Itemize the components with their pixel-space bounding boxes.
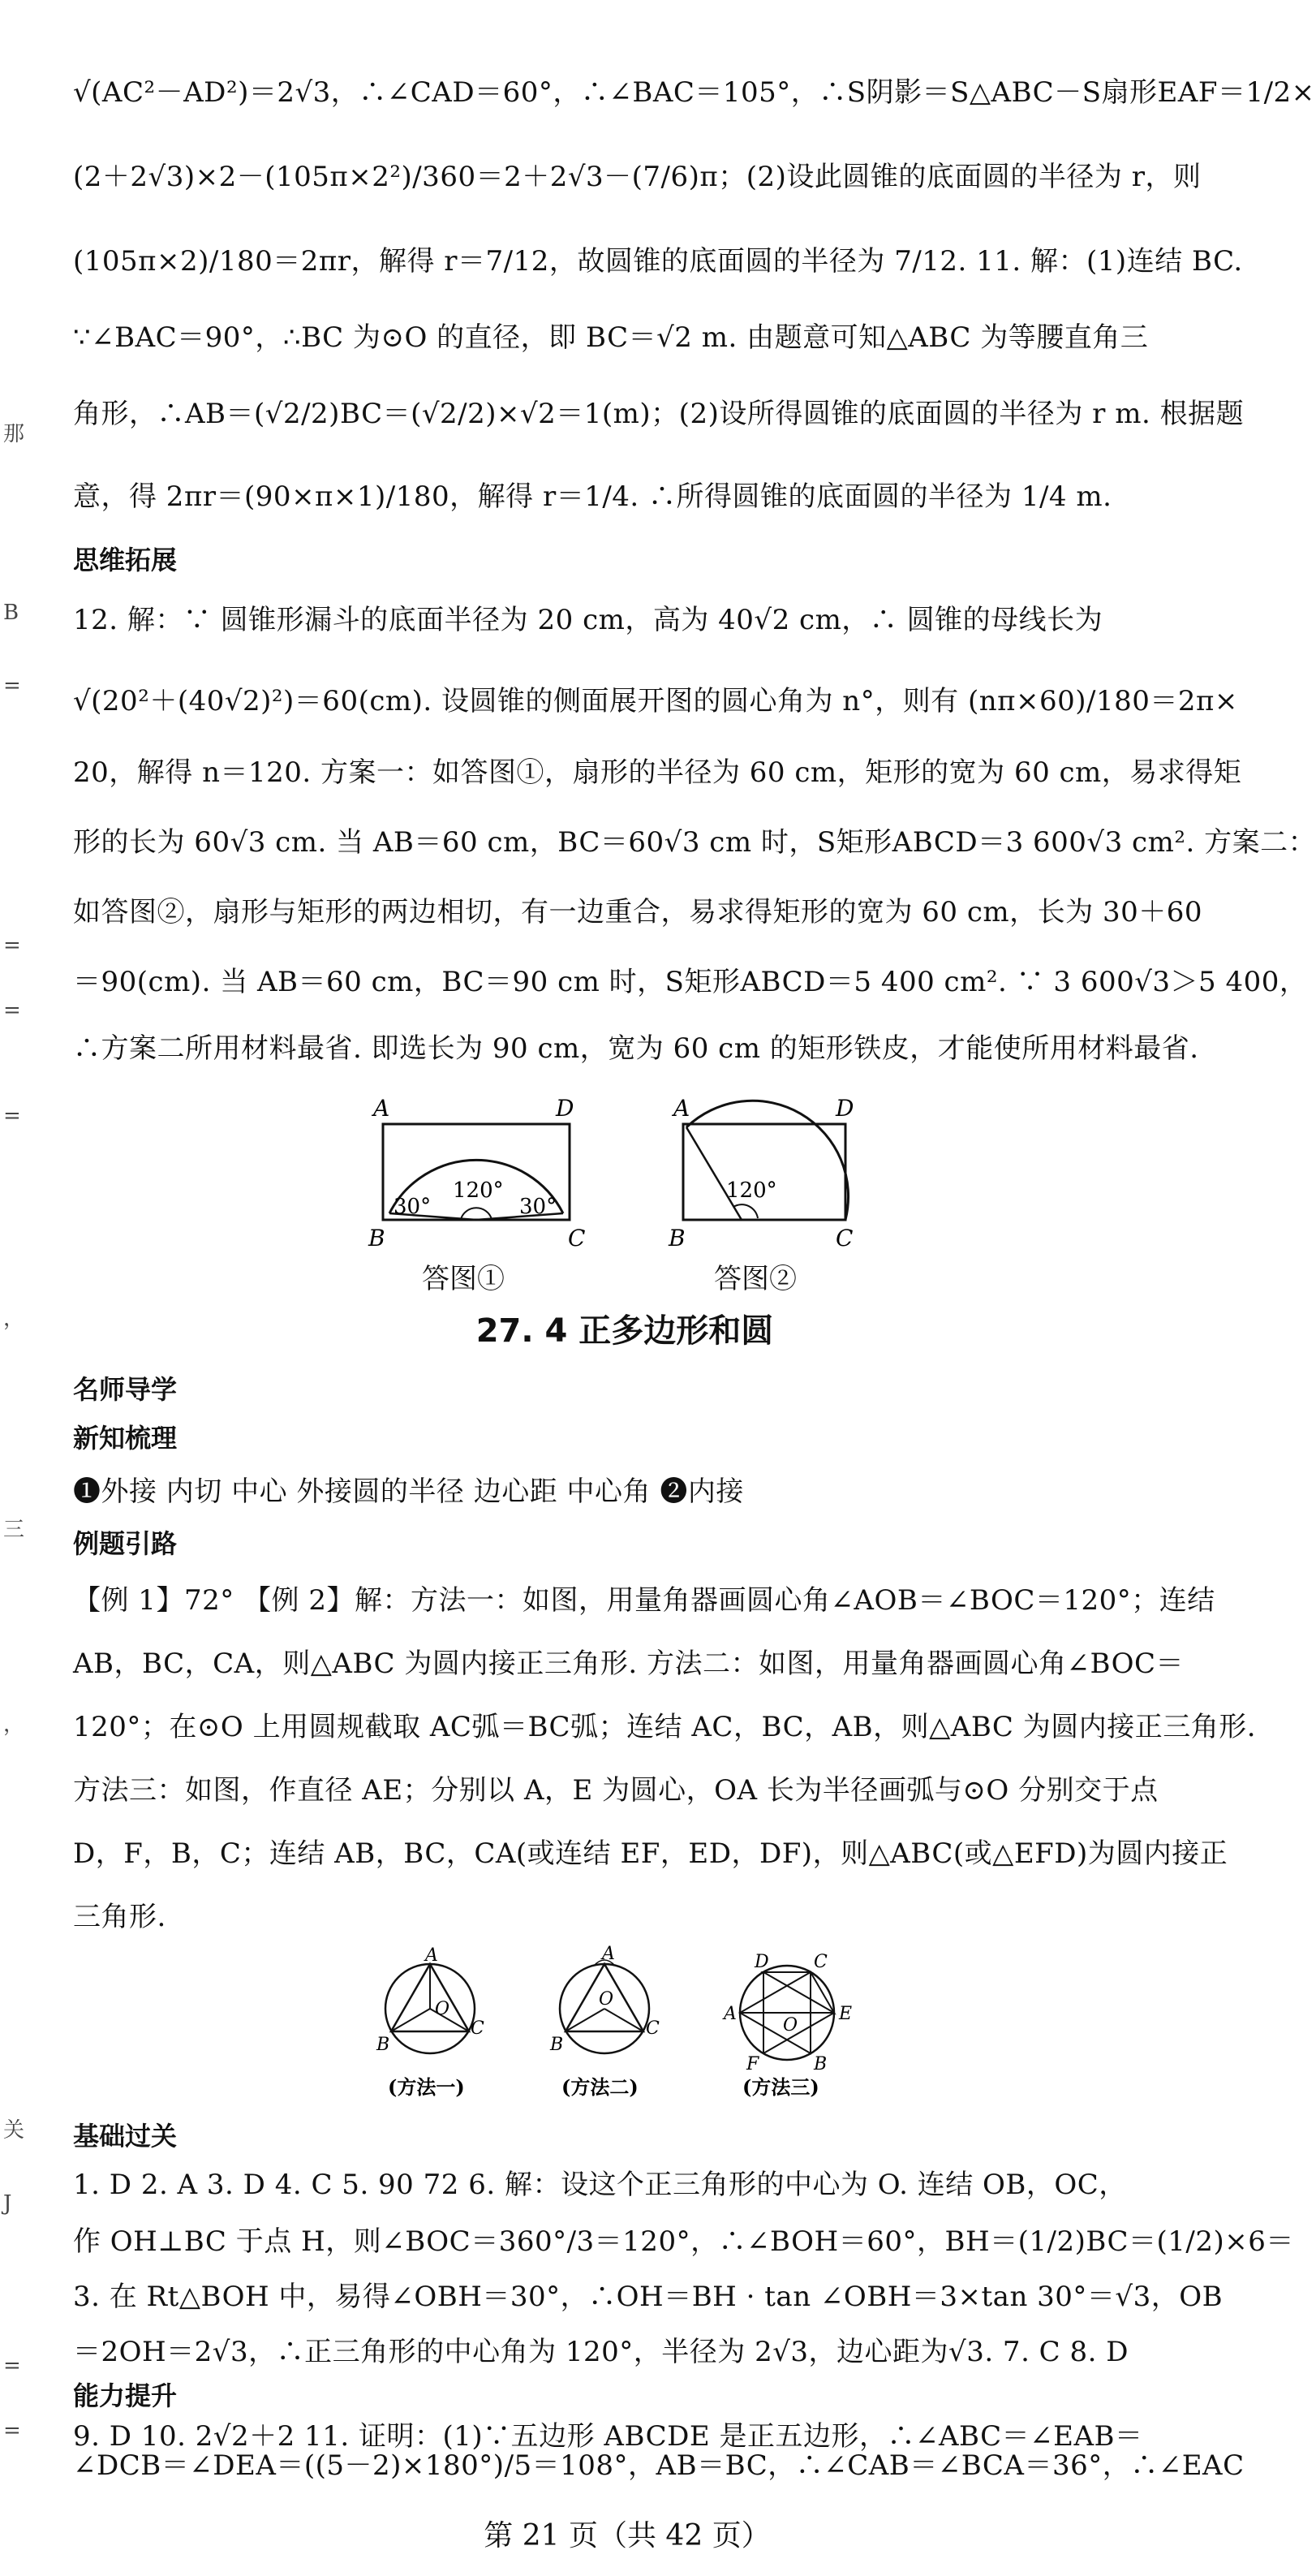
text-line: 三角形. [73,1901,166,1933]
label-c: C [646,2018,660,2039]
angle-arc [461,1208,492,1219]
text-line: 形的长为 60√3 cm. 当 AB＝60 cm，BC＝60√3 cm 时，S矩形ABCD＝3 600√3 cm². 方案二： [73,826,1316,859]
label-c: C [814,1952,828,1972]
text-line: 如答图②，扇形与矩形的两边相切，有一边重合，易求得矩形的宽为 60 cm，长为 30＋60 [73,896,1202,928]
rectangle [683,1124,845,1220]
text-line: 120°；在⊙O 上用圆规截取 AC弧＝BC弧；连结 AC，BC，AB，则△ABC 为圆内接正三角形. [73,1711,1257,1743]
figure-1-caption: 答图① [422,1263,505,1295]
text-line: 20，解得 n＝120. 方案一：如答图①，扇形的半径为 60 cm，矩形的宽为 60 cm，易求得矩 [73,756,1242,789]
text-line: D，F，B，C；连结 AB，BC，CA(或连结 EF，ED，DF)，则△ABC(或△EFD)为圆内接正 [73,1837,1228,1870]
margin-mark: = [3,2354,21,2378]
label-a: A [724,2004,737,2024]
label-e: E [839,2004,853,2024]
text-line: ∠DCB＝∠DEA＝((5－2)×180°)/5＝108°，AB＝BC，∴∠CAB＝∠BCA＝36°，∴∠EAC [73,2449,1245,2482]
text-line: (2＋2√3)×2－(105π×2²)/360＝2＋2√3－(7/6)π；(2)设此圆锥的底面圆的半径为 r，则 [73,161,1202,193]
label-a: A [425,1945,438,1966]
label-b: B [550,2035,564,2055]
margin-mark: ， [3,1307,25,1331]
text-line: ∴方案二所用材料最省. 即选长为 90 cm，宽为 60 cm 的矩形铁皮，才能使所用材料最省. [73,1032,1199,1065]
heading-teacher: 名师导学 [73,1374,178,1405]
margin-mark: B [3,601,19,625]
margin-mark: = [3,2419,21,2443]
angle-left-label: 30° [394,1195,432,1219]
heading-examples: 例题引路 [73,1528,178,1559]
method-3-caption: (方法三) [742,2075,819,2099]
label-d: D [755,1952,769,1972]
label-o: O [783,2015,798,2035]
label-d: D [556,1095,574,1122]
text-line: 12. 解：∵ 圆锥形漏斗的底面半径为 20 cm，高为 40√2 cm，∴ 圆锥的母线长为 [73,604,1103,636]
figure-2-caption: 答图② [714,1263,797,1295]
section-title: 27. 4 正多边形和圆 [475,1312,774,1350]
label-a: A [673,1095,690,1122]
text-line: 【例 1】72° 【例 2】解：方法一：如图，用量角器画圆心角∠AOB＝∠BOC＝120°；连结 [73,1584,1215,1617]
margin-mark: 三 [3,1518,25,1542]
section-heading-thinking: 思维拓展 [73,545,178,575]
text-line: ∵∠BAC＝90°，∴BC 为⊙O 的直径，即 BC＝√2 m. 由题意可知△ABC 为等腰直角三 [73,321,1149,354]
heading-basic: 基础过关 [73,2121,178,2152]
label-b: B [814,2054,828,2074]
margin-mark: = [3,933,21,958]
margin-mark: ， [3,1712,25,1737]
label-c: C [471,2018,484,2039]
text-line: 9. D 10. 2√2＋2 11. 证明：(1)∵五边形 ABCDE 是正五边形，∴∠ABC＝∠EAB＝ [73,2420,1143,2453]
label-f: F [746,2054,759,2074]
text-line: √(20²＋(40√2)²)＝60(cm). 设圆锥的侧面展开图的圆心角为 n°，则有 (nπ×60)/180＝2π× [73,685,1238,717]
label-b: B [368,1225,385,1251]
figure-answer-1 [357,1092,600,1254]
label-c: C [568,1225,586,1251]
text-line: 1. D 2. A 3. D 4. C 5. 90 72 6. 解：设这个正三角形的中心为 O. 连结 OB，OC， [73,2169,1127,2201]
method-3-figure [722,1952,852,2099]
heading-ability: 能力提升 [73,2380,178,2411]
method-1-figure [376,1945,484,2099]
label-o: O [435,1999,450,2019]
text-line: ＝2OH＝2√3，∴正三角形的中心角为 120°，半径为 2√3，边心距为√3. 7. C 8. D [73,2336,1129,2368]
angle-center-label: 120° [453,1178,504,1203]
margin-mark: 那 [3,422,25,446]
text-line: ❶外接 内切 中心 外接圆的半径 边心距 中心角 ❷内接 [73,1475,744,1508]
page-footer: 第 21 页（共 42 页） [484,2519,771,2552]
heading-new: 新知梳理 [73,1423,178,1454]
text-line: 作 OH⊥BC 于点 H，则∠BOC＝360°/3＝120°，∴∠BOH＝60°，BH＝(1/2)BC＝(1/2)×6＝ [73,2225,1294,2258]
margin-mark: = [3,674,21,698]
method-2-figure [549,1944,660,2099]
label-o: O [599,1989,614,2010]
text-line: 方法三：如图，作直径 AE；分别以 A，E 为圆心，OA 长为半径画弧与⊙O 分别交于点 [73,1774,1159,1807]
text-line: 3. 在 Rt△BOH 中，易得∠OBH＝30°，∴OH＝BH · tan ∠OBH＝3×tan 30°＝√3，OB [73,2281,1224,2313]
margin-mark: J [3,2191,12,2216]
label-a: A [373,1095,390,1122]
angle-center-label: 120° [726,1178,777,1203]
text-line: 角形，∴AB＝(√2/2)BC＝(√2/2)×√2＝1(m)；(2)设所得圆锥的底面圆的半径为 r m. 根据题 [73,398,1245,430]
method-2-caption: (方法二) [561,2075,639,2099]
margin-mark: = [3,1104,21,1128]
radius [686,1127,742,1220]
label-a: A [602,1944,615,1964]
text-line: (105π×2)/180＝2πr，解得 r＝7/12，故圆锥的底面圆的半径为 7/12. 11. 解：(1)连结 BC. [73,245,1243,278]
method-1-caption: (方法一) [388,2075,465,2099]
text-line: 意，得 2πr＝(90×π×1)/180，解得 r＝1/4. ∴所得圆锥的底面圆的半径为 1/4 m. [73,480,1112,513]
label-d: D [836,1095,854,1122]
text-line: √(AC²－AD²)＝2√3，∴∠CAD＝60°，∴∠BAC＝105°，∴S阴影＝S△ABC－S扇形EAF＝1/2× [73,76,1315,109]
margin-mark: 关 [3,2118,25,2143]
label-b: B [669,1225,686,1251]
label-c: C [836,1225,854,1251]
label-b: B [376,2035,390,2055]
method-figures [373,1944,892,2110]
figure-answer-2 [657,1092,876,1254]
text-line: AB，BC，CA，则△ABC 为圆内接正三角形. 方法二：如图，用量角器画圆心角∠BOC＝ [73,1648,1184,1680]
text-line: ＝90(cm). 当 AB＝60 cm，BC＝90 cm 时，S矩形ABCD＝5 400 cm². ∵ 3 600√3＞5 400， [73,966,1308,998]
margin-mark: = [3,998,21,1023]
angle-right-label: 30° [519,1195,557,1219]
